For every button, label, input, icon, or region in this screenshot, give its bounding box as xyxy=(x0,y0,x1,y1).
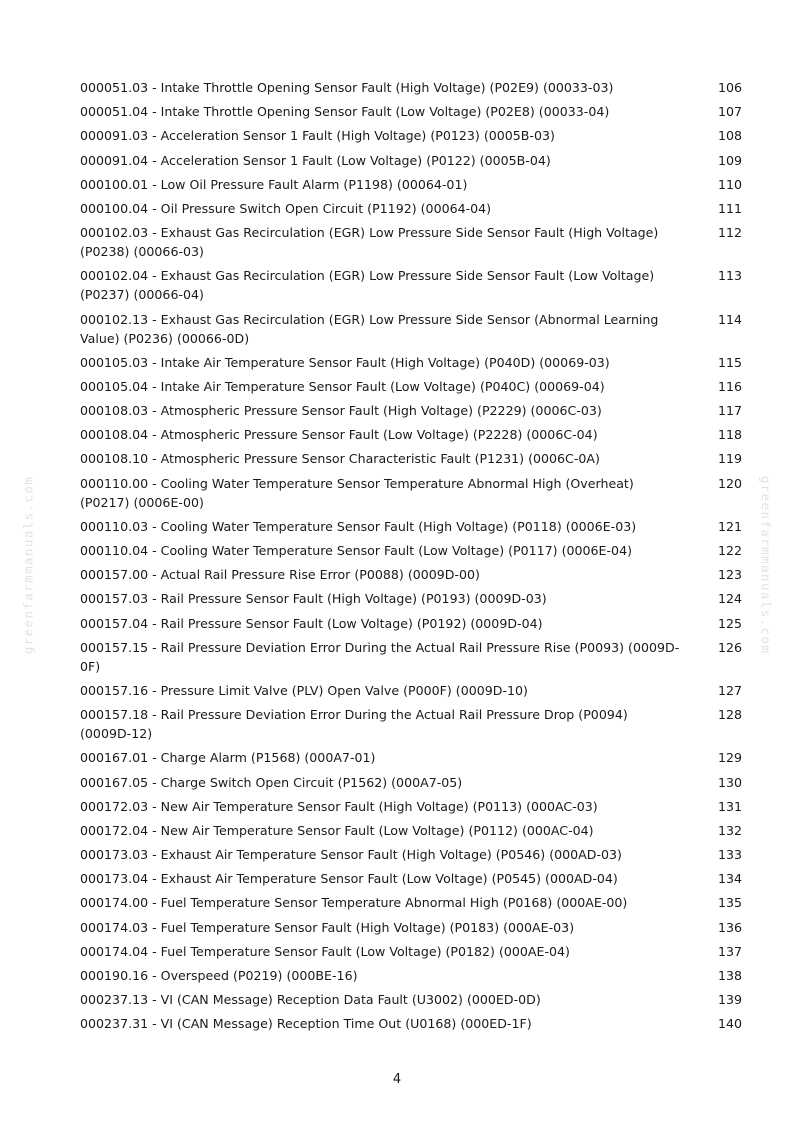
toc-entry-page: 128 xyxy=(717,707,742,723)
toc-entry-title: 000102.03 - Exhaust Gas Recirculation (EGR) Low Pressure Side Sensor Fault (High Voltage) (P0238) (00066-03) xyxy=(80,225,659,260)
toc-entry-title: 000173.03 - Exhaust Air Temperature Sensor Fault (High Voltage) (P0546) (000AD-03) xyxy=(80,847,622,863)
toc-entry-title: 000110.04 - Cooling Water Temperature Sensor Fault (Low Voltage) (P0117) (0006E-04) xyxy=(80,543,632,558)
toc-entry-title: 000157.04 - Rail Pressure Sensor Fault (Low Voltage) (P0192) (0009D-04) xyxy=(80,615,543,631)
toc-entry[interactable] xyxy=(80,223,742,261)
toc-entry[interactable] xyxy=(80,638,742,676)
toc-entry-title: 000190.16 - Overspeed (P0219) (000BE-16) xyxy=(80,968,358,983)
toc-entry-page: 137 xyxy=(717,943,742,959)
toc-entry-page: 116 xyxy=(717,378,742,394)
toc-entry[interactable] xyxy=(80,126,742,145)
toc-list xyxy=(80,78,742,1039)
toc-entry[interactable] xyxy=(80,266,742,304)
toc-entry[interactable] xyxy=(80,966,742,985)
toc-entry-page: 131 xyxy=(717,798,742,814)
toc-entry-title: 000237.31 - VI (CAN Message) Reception Time Out (U0168) (000ED-1F) xyxy=(80,1016,532,1032)
toc-entry-page: 107 xyxy=(717,104,742,120)
toc-entry-title: 000091.03 - Acceleration Sensor 1 Fault (High Voltage) (P0123) (0005B-03) xyxy=(80,128,555,144)
toc-entry-title: 000102.13 - Exhaust Gas Recirculation (EGR) Low Pressure Side Sensor (Abnormal Learning Value) (P0236) (00066-0D) xyxy=(80,311,659,346)
toc-entry-title: 000174.04 - Fuel Temperature Sensor Fault (Low Voltage) (P0182) (000AE-04) xyxy=(80,943,570,959)
toc-entry[interactable] xyxy=(80,773,742,792)
toc-entry-page: 129 xyxy=(717,750,742,766)
toc-entry[interactable] xyxy=(80,589,742,608)
toc-entry[interactable] xyxy=(80,565,742,584)
toc-entry-title: 000172.03 - New Air Temperature Sensor Fault (High Voltage) (P0113) (000AC-03) xyxy=(80,798,598,814)
toc-entry-title: 000174.00 - Fuel Temperature Sensor Temperature Abnormal High (P0168) (000AE-00) xyxy=(80,895,628,911)
toc-entry[interactable] xyxy=(80,401,742,420)
toc-entry-page: 136 xyxy=(717,919,742,935)
toc-entry[interactable] xyxy=(80,310,742,348)
toc-entry-title: 000174.03 - Fuel Temperature Sensor Fault (High Voltage) (P0183) (000AE-03) xyxy=(80,919,575,935)
toc-entry-page: 134 xyxy=(717,871,742,887)
toc-entry-page: 108 xyxy=(717,128,742,144)
toc-entry[interactable] xyxy=(80,821,742,840)
toc-entry[interactable] xyxy=(80,377,742,396)
toc-entry[interactable] xyxy=(80,942,742,961)
toc-entry-page: 115 xyxy=(717,354,742,370)
toc-entry[interactable] xyxy=(80,102,742,121)
toc-entry-title: 000157.16 - Pressure Limit Valve (PLV) Open Valve (P000F) (0009D-10) xyxy=(80,682,528,698)
toc-entry-title: 000108.03 - Atmospheric Pressure Sensor Fault (High Voltage) (P2229) (0006C-03) xyxy=(80,403,602,419)
toc-entry-title: 000051.04 - Intake Throttle Opening Sensor Fault (Low Voltage) (P02E8) (00033-04) xyxy=(80,104,610,120)
toc-entry-title: 000105.04 - Intake Air Temperature Sensor Fault (Low Voltage) (P040C) (00069-04) xyxy=(80,378,605,394)
toc-entry[interactable] xyxy=(80,425,742,444)
toc-entry-page: 110 xyxy=(717,176,742,192)
toc-entry[interactable] xyxy=(80,474,742,512)
toc-entry-page: 138 xyxy=(717,968,742,983)
toc-entry[interactable] xyxy=(80,175,742,194)
toc-entry[interactable] xyxy=(80,681,742,700)
watermark-right: greenfarmmanuals.com xyxy=(758,475,774,655)
toc-entry-page: 122 xyxy=(717,543,742,558)
toc-entry-page: 120 xyxy=(717,475,742,491)
toc-entry-page: 119 xyxy=(717,451,742,467)
toc-entry-title: 000105.03 - Intake Air Temperature Sensor Fault (High Voltage) (P040D) (00069-03) xyxy=(80,354,610,370)
toc-entry[interactable] xyxy=(80,353,742,372)
toc-entry-title: 000172.04 - New Air Temperature Sensor Fault (Low Voltage) (P0112) (000AC-04) xyxy=(80,822,594,838)
toc-entry-title: 000100.01 - Low Oil Pressure Fault Alarm (P1198) (00064-01) xyxy=(80,176,468,192)
toc-entry-title: 000157.03 - Rail Pressure Sensor Fault (High Voltage) (P0193) (0009D-03) xyxy=(80,591,547,607)
toc-entry-title: 000051.03 - Intake Throttle Opening Sensor Fault (High Voltage) (P02E9) (00033-03) xyxy=(80,80,614,95)
toc-entry-title: 000237.13 - VI (CAN Message) Reception Data Fault (U3002) (000ED-0D) xyxy=(80,992,541,1008)
toc-entry-page: 135 xyxy=(717,895,742,911)
toc-entry-title: 000108.04 - Atmospheric Pressure Sensor Fault (Low Voltage) (P2228) (0006C-04) xyxy=(80,427,598,443)
toc-entry-title: 000157.15 - Rail Pressure Deviation Error During the Actual Rail Pressure Rise (P0093) (0009D-0F) xyxy=(80,639,680,674)
toc-entry-page: 114 xyxy=(717,311,742,327)
toc-entry-page: 132 xyxy=(717,822,742,838)
toc-entry[interactable] xyxy=(80,1014,742,1033)
toc-entry-page: 109 xyxy=(717,152,742,168)
toc-entry-page: 124 xyxy=(717,591,742,607)
toc-entry-page: 140 xyxy=(717,1016,742,1032)
toc-entry-page: 113 xyxy=(717,268,742,284)
toc-entry[interactable] xyxy=(80,845,742,864)
toc-entry[interactable] xyxy=(80,893,742,912)
toc-entry-title: 000091.04 - Acceleration Sensor 1 Fault (Low Voltage) (P0122) (0005B-04) xyxy=(80,152,551,168)
toc-entry[interactable] xyxy=(80,748,742,767)
toc-entry-title: 000100.04 - Oil Pressure Switch Open Circuit (P1192) (00064-04) xyxy=(80,200,492,216)
toc-entry-page: 117 xyxy=(717,403,742,419)
toc-entry-title: 000167.01 - Charge Alarm (P1568) (000A7-01) xyxy=(80,750,376,766)
toc-entry-page: 127 xyxy=(717,682,742,698)
toc-entry-page: 123 xyxy=(717,567,742,583)
toc-entry-page: 111 xyxy=(717,200,742,216)
toc-entry[interactable] xyxy=(80,797,742,816)
toc-entry[interactable] xyxy=(80,151,742,170)
toc-entry[interactable] xyxy=(80,918,742,937)
toc-entry[interactable] xyxy=(80,541,742,560)
toc-entry-page: 126 xyxy=(717,639,742,655)
toc-entry-page: 139 xyxy=(717,992,742,1008)
toc-entry-title: 000167.05 - Charge Switch Open Circuit (P1562) (000A7-05) xyxy=(80,774,463,790)
toc-entry-title: 000173.04 - Exhaust Air Temperature Sensor Fault (Low Voltage) (P0545) (000AD-04) xyxy=(80,871,618,887)
toc-entry[interactable] xyxy=(80,517,742,536)
toc-entry[interactable] xyxy=(80,199,742,218)
toc-entry-page: 121 xyxy=(717,518,742,534)
toc-entry-title: 000157.18 - Rail Pressure Deviation Error During the Actual Rail Pressure Drop (P0094) (0009D-12) xyxy=(80,707,628,742)
watermark-left: greenfarmmanuals.com xyxy=(20,475,36,655)
toc-entry-title: 000157.00 - Actual Rail Pressure Rise Error (P0088) (0009D-00) xyxy=(80,567,480,583)
toc-entry[interactable] xyxy=(80,990,742,1009)
toc-entry-title: 000108.10 - Atmospheric Pressure Sensor Characteristic Fault (P1231) (0006C-0A) xyxy=(80,451,600,467)
toc-entry[interactable] xyxy=(80,869,742,888)
toc-entry-page: 125 xyxy=(717,615,742,631)
toc-entry-page: 118 xyxy=(717,427,742,443)
toc-entry[interactable] xyxy=(80,705,742,743)
toc-entry[interactable] xyxy=(80,78,742,97)
toc-entry-page: 133 xyxy=(717,847,742,863)
page-number: 4 xyxy=(392,1072,402,1087)
toc-entry-title: 000110.00 - Cooling Water Temperature Sensor Temperature Abnormal High (Overheat) (P0217) (0006E-00) xyxy=(80,475,634,510)
toc-entry-title: 000110.03 - Cooling Water Temperature Sensor Fault (High Voltage) (P0118) (0006E-03) xyxy=(80,518,637,534)
toc-entry[interactable] xyxy=(80,449,742,468)
toc-entry-page: 112 xyxy=(717,225,742,241)
toc-entry-page: 106 xyxy=(717,80,742,95)
toc-entry-title: 000102.04 - Exhaust Gas Recirculation (EGR) Low Pressure Side Sensor Fault (Low Voltage) (P0237) (00066-04) xyxy=(80,268,655,303)
toc-entry[interactable] xyxy=(80,614,742,633)
toc-entry-page: 130 xyxy=(717,774,742,790)
